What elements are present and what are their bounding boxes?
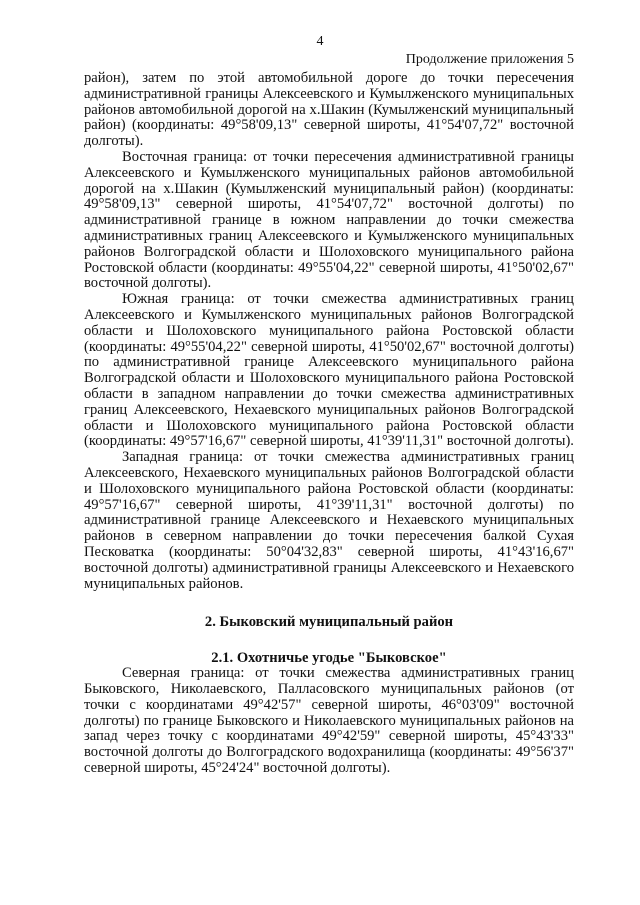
paragraph-south-boundary: Южная граница: от точки смежества административных границ Алексеевского и Кумылженского муниципальных районов Волгоградской области и Шолоховского муниципального района Ростовской области (координаты: 49°55'04,22" северной широты, 41°50'02,67" восточной долготы) по административной границе Алексеевского муниципального района Волгоградской области и Шолоховского муниципального района Ростовской области в западном направлении до точки смежества административных границ Алексеевского, Нехаевского муниципальных районов Волгоградской области и Шолоховского муниципального района Ростовской области (координаты: 49°57'16,67" северной широты, 41°39'11,31" восточной долготы). [84,291,574,450]
paragraph-east-boundary: Восточная граница: от точки пересечения административной границы Алексеевского и Кумылженского муниципальных районов автомобильной дорогой на х.Шакин (Кумылженский муниципальный район) (координаты: 49°58'09,13" северной широты, 41°54'07,72" восточной долготы) по административной границе в южном направлении до точки смежества административных границ Алексеевского и Кумылженского муниципальных районов Волгоградской области и Шолоховского муниципального района Ростовской области (координаты: 49°55'04,22" северной широты, 41°50'02,67" восточной долготы). [84,148,574,292]
paragraph-north-boundary: Северная граница: от точки смежества административных границ Быковского, Николаевского, Палласовского муниципальных районов (от точки с координатами 49°42'57" северной широты, 46°03'09" восточной долготы) по границе Быковского и Николаевского муниципальных районов на запад через точку с координатами 49°42'59" северной широты, 45°43'33" восточной долготы до Волгоградского водохранилища (координаты: 49°56'37" северной широты, 45°24'24" восточной долготы). [84,665,574,777]
subsection-heading: 2.1. Охотничье угодье "Быковское" [211,650,447,667]
district-heading: 2. Быковский муниципальный район [204,614,454,631]
paragraph-west-boundary: Западная граница: от точки смежества административных границ Алексеевского, Нехаевского муниципальных районов Волгоградской области и Шолоховского муниципального района Ростовской области (координаты: 49°57'16,67" северной широты, 41°39'11,31" восточной долготы) по административной границе Алексеевского и Нехаевского муниципальных районов в северном направлении до точки пересечения балкой Сухая Песковатка (координаты: 50°04'32,83" северной широты, 41°43'16,67" восточной долготы) административной границы Алексеевского и Нехаевского муниципальных районов. [84,449,574,592]
document-body [84,71,574,777]
paragraph-continuation: район), затем по этой автомобильной дороге до точки пересечения административной границы Алексеевского и Кумылженского муниципальных районов автомобильной дорогой на х.Шакин (Кумылженский муниципальный район) (координаты: 49°58'09,13" северной широты, 41°54'07,72" восточной долготы). [84,70,574,150]
page-number: 4 [316,34,324,49]
appendix-continuation-label: Продолжение приложения 5 [405,52,574,67]
